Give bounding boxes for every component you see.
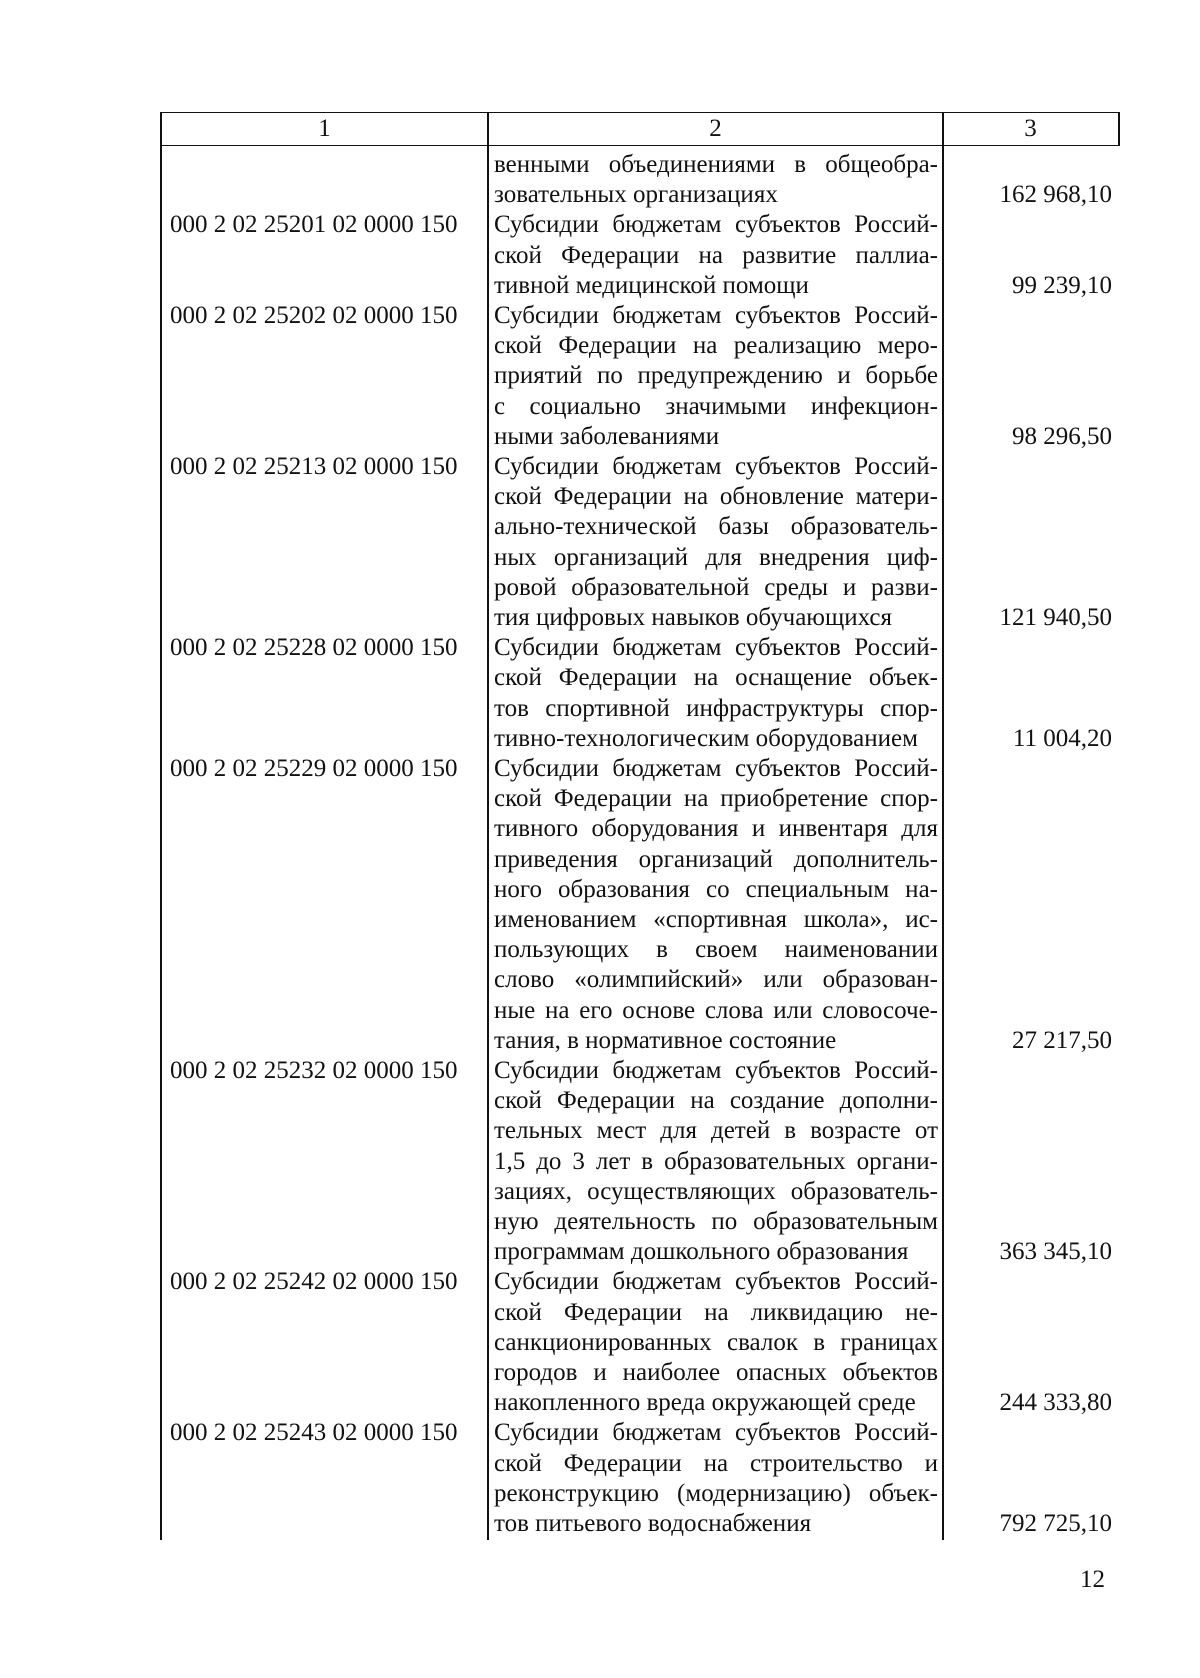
description-line: зовательных организациях [494, 181, 778, 209]
description-line: венными объединениями в общеобра- [494, 151, 938, 178]
description-line: пользующих в своем наименовании [494, 936, 938, 964]
table-row-amount: 792 725,10 [999, 1510, 1112, 1537]
description-line: Субсидии бюджетам субъектов Россий- [494, 755, 938, 782]
description-line: Субсидии бюджетам субъектов Россий- [494, 302, 938, 329]
description-line: ской Федерации на строительство и [494, 1449, 938, 1477]
description-line: Субсидии бюджетам субъектов Россий- [494, 1419, 938, 1447]
continuation-row-amount: 162 968,10 [999, 181, 1112, 209]
description-line: ных организаций для внедрения циф- [494, 543, 938, 571]
table-row-description [494, 210, 938, 301]
table-row-amount: 363 345,10 [999, 1238, 1112, 1266]
description-line: ные на его основе слова или словосоче- [494, 996, 938, 1024]
description-line: слово «олимпийский» или образован- [494, 966, 938, 994]
table-row-code: 000 2 02 25201 02 0000 150 [170, 211, 458, 239]
description-line: приятий по предупреждению и борьбе [494, 362, 938, 390]
description-line: тивной медицинской помощи [494, 271, 809, 299]
table-row-amount: 121 940,50 [999, 604, 1112, 631]
table-header-row [160, 112, 1120, 146]
table-row-amount: 244 333,80 [999, 1389, 1112, 1417]
table-row-description [494, 1056, 938, 1267]
description-line: тельных мест для детей в возрасте от [494, 1117, 938, 1145]
table-row-description [494, 633, 938, 754]
table-row-amount: 27 217,50 [1012, 1026, 1112, 1054]
description-line: ными заболеваниями [494, 422, 720, 450]
description-line: ную деятельность по образовательным [494, 1208, 938, 1236]
description-line: зациях, осуществляющих образователь- [494, 1177, 938, 1205]
table-border-left [160, 112, 162, 1540]
description-line: санкционированных свалок в границах [494, 1328, 938, 1356]
description-line: ской Федерации на развитие паллиа- [494, 241, 938, 269]
description-line: Субсидии бюджетам субъектов Россий- [494, 453, 938, 480]
description-line: программам дошкольного образования [494, 1238, 909, 1266]
description-line: 1,5 до 3 лет в образовательных органи- [494, 1147, 938, 1175]
header-col-3: 3 [1024, 115, 1037, 142]
table-row-description [494, 1267, 938, 1418]
table-column-divider-2 [942, 112, 944, 1540]
description-line: тов спортивной инфраструктуры спор- [494, 694, 938, 722]
continuation-row-description [494, 150, 938, 210]
header-col-1: 1 [318, 115, 331, 142]
description-line: именованием «спортивная школа», ис- [494, 906, 938, 934]
table-row-code: 000 2 02 25229 02 0000 150 [170, 755, 458, 782]
table-row-description [494, 301, 938, 452]
table-row-amount: 11 004,20 [1012, 724, 1112, 752]
table-row-description [494, 1418, 938, 1539]
table-row-code: 000 2 02 25202 02 0000 150 [170, 302, 458, 329]
description-line: ской Федерации на оснащение объек- [494, 664, 938, 692]
table-row-description [494, 754, 938, 1056]
description-line: ровой образовательной среды и разви- [494, 573, 938, 601]
table-row-code: 000 2 02 25243 02 0000 150 [170, 1419, 458, 1447]
description-line: тия цифровых навыков обучающихся [494, 604, 892, 632]
description-line: ально-технической базы образователь- [494, 513, 938, 541]
description-line: ской Федерации на реализацию меро- [494, 332, 938, 360]
header-col-2: 2 [709, 115, 722, 142]
table-row-amount: 98 296,50 [1012, 422, 1112, 450]
description-line: тивно-технологическим оборудованием [494, 724, 918, 752]
description-line: ской Федерации на создание дополни- [494, 1087, 938, 1115]
description-line: ного образования со специальным на- [494, 875, 938, 903]
description-line: приведения организаций дополнитель- [494, 845, 938, 873]
table-row-amount: 99 239,10 [1012, 271, 1112, 299]
description-line: ской Федерации на обновление матери- [494, 483, 938, 511]
page-number: 12 [1080, 1566, 1105, 1593]
description-line: с социально значимыми инфекцион- [494, 392, 938, 420]
description-line: тания, в нормативное состояние [494, 1026, 837, 1054]
description-line: Субсидии бюджетам субъектов Россий- [494, 211, 938, 239]
table-row-code: 000 2 02 25232 02 0000 150 [170, 1057, 458, 1084]
description-line: городов и наиболее опасных объектов [494, 1359, 938, 1386]
table-column-divider-1 [487, 112, 489, 1540]
description-line: тивного оборудования и инвентаря для [494, 815, 938, 843]
description-line: ской Федерации на приобретение спор- [494, 785, 938, 813]
description-line: Субсидии бюджетам субъектов Россий- [494, 634, 938, 662]
description-line: накопленного вреда окружающей среде [494, 1389, 916, 1417]
table-row-description [494, 452, 938, 633]
description-line: ской Федерации на ликвидацию не- [494, 1298, 938, 1326]
description-line: реконструкцию (модернизацию) объек- [494, 1479, 938, 1507]
table-border-right [1118, 112, 1120, 146]
table-row-code: 000 2 02 25213 02 0000 150 [170, 453, 458, 480]
description-line: Субсидии бюджетам субъектов Россий- [494, 1057, 938, 1084]
description-line: Субсидии бюджетам субъектов Россий- [494, 1268, 938, 1296]
table-row-code: 000 2 02 25228 02 0000 150 [170, 634, 458, 662]
table-row-code: 000 2 02 25242 02 0000 150 [170, 1268, 458, 1296]
description-line: тов питьевого водоснабжения [494, 1510, 812, 1537]
